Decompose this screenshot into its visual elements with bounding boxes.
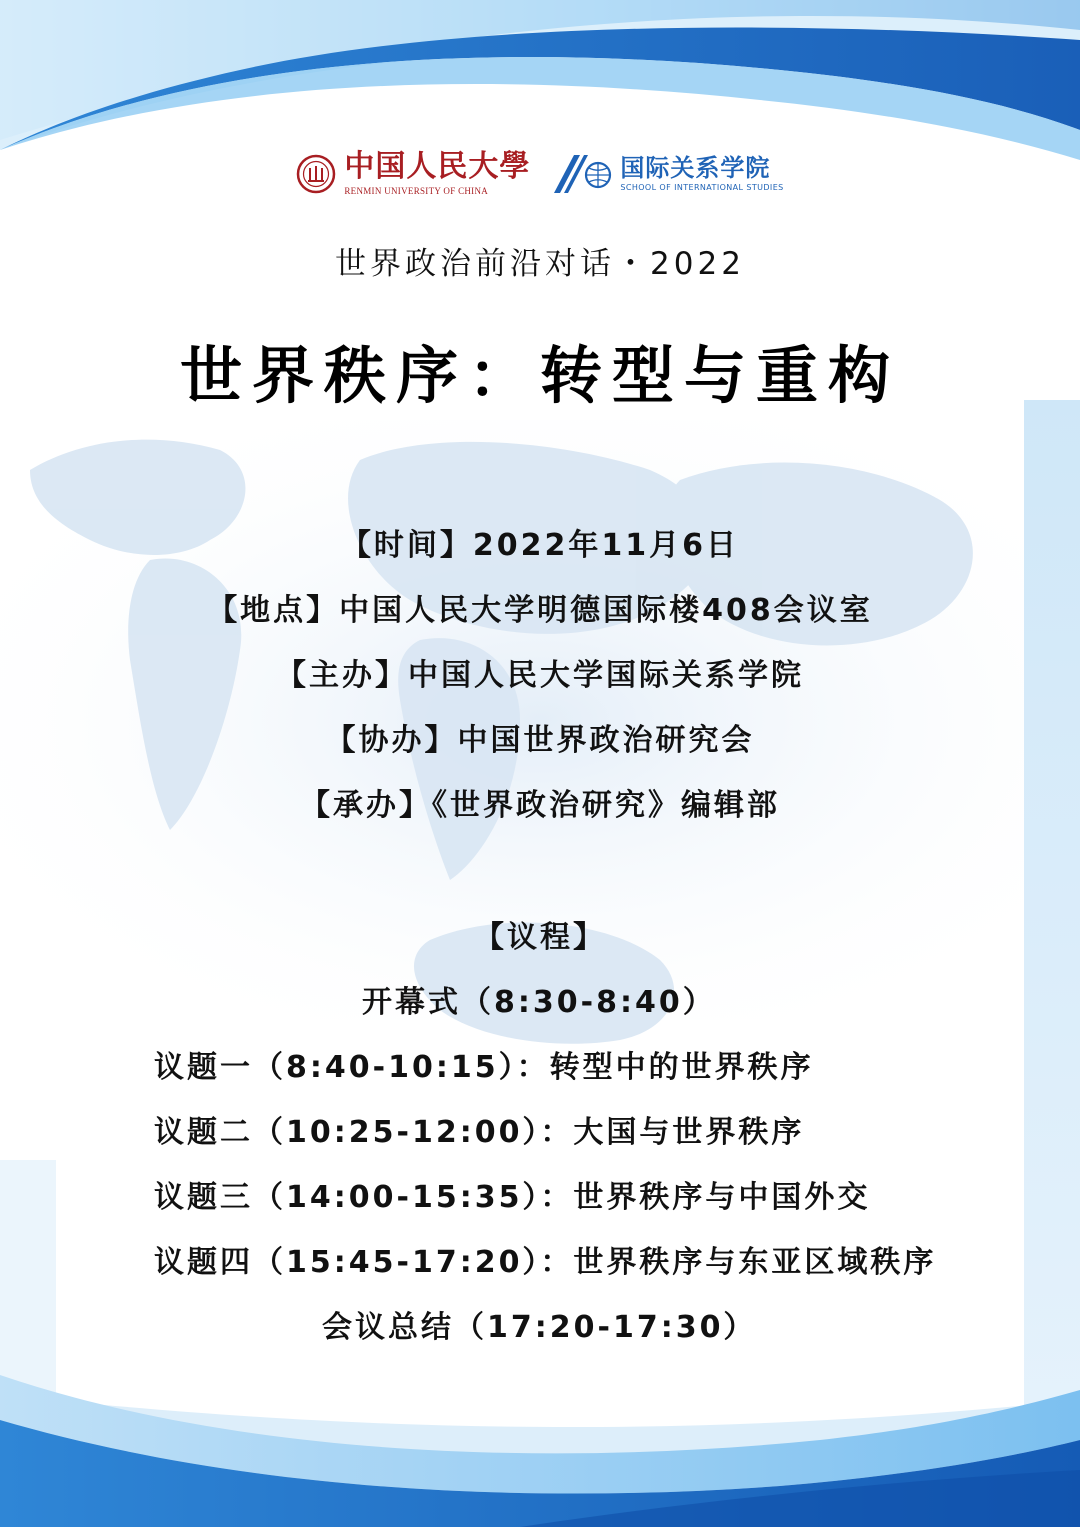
sis-emblem-icon — [552, 153, 614, 195]
sis-logo-cn: 国际关系学院 — [620, 154, 771, 182]
agenda-item-closing: 会议总结（17:20-17:30） — [322, 1310, 757, 1345]
agenda-item-topic-3: 议题三（14:00-15:35）：世界秩序与中国外交 — [154, 1180, 871, 1215]
info-co-host: 【协办】中国世界政治研究会 — [325, 723, 755, 758]
sis-logo — [552, 153, 783, 195]
info-venue: 【地点】中国人民大学明德国际楼408会议室 — [207, 593, 873, 628]
agenda-item-topic-1: 议题一（8:40-10:15）：转型中的世界秩序 — [154, 1050, 814, 1085]
info-time: 【时间】2022年11月6日 — [340, 528, 740, 563]
logo-row — [0, 149, 1080, 196]
renmin-logo-cn: 中国人民大學 — [344, 149, 531, 184]
renmin-university-logo — [296, 149, 531, 196]
renmin-seal-icon — [296, 154, 336, 194]
agenda-item-topic-2: 议题二（10:25-12:00）：大国与世界秩序 — [154, 1115, 805, 1150]
info-host: 【主办】中国人民大学国际关系学院 — [276, 658, 804, 693]
renmin-logo-en: RENMIN UNIVERSITY OF CHINA — [344, 186, 489, 196]
main-title: 世界秩序：转型与重构 — [179, 339, 900, 412]
sis-logo-en: SCHOOL OF INTERNATIONAL STUDIES — [620, 183, 784, 192]
info-organizer: 【承办】《世界政治研究》编辑部 — [300, 788, 780, 823]
agenda-heading: 【议程】 — [474, 920, 606, 955]
agenda-item-opening: 开幕式（8:30-8:40） — [362, 985, 716, 1020]
series-title: 世界政治前沿对话・2022 — [335, 246, 745, 282]
agenda-item-topic-4: 议题四（15:45-17:20）：世界秩序与东亚区域秩序 — [154, 1245, 937, 1280]
